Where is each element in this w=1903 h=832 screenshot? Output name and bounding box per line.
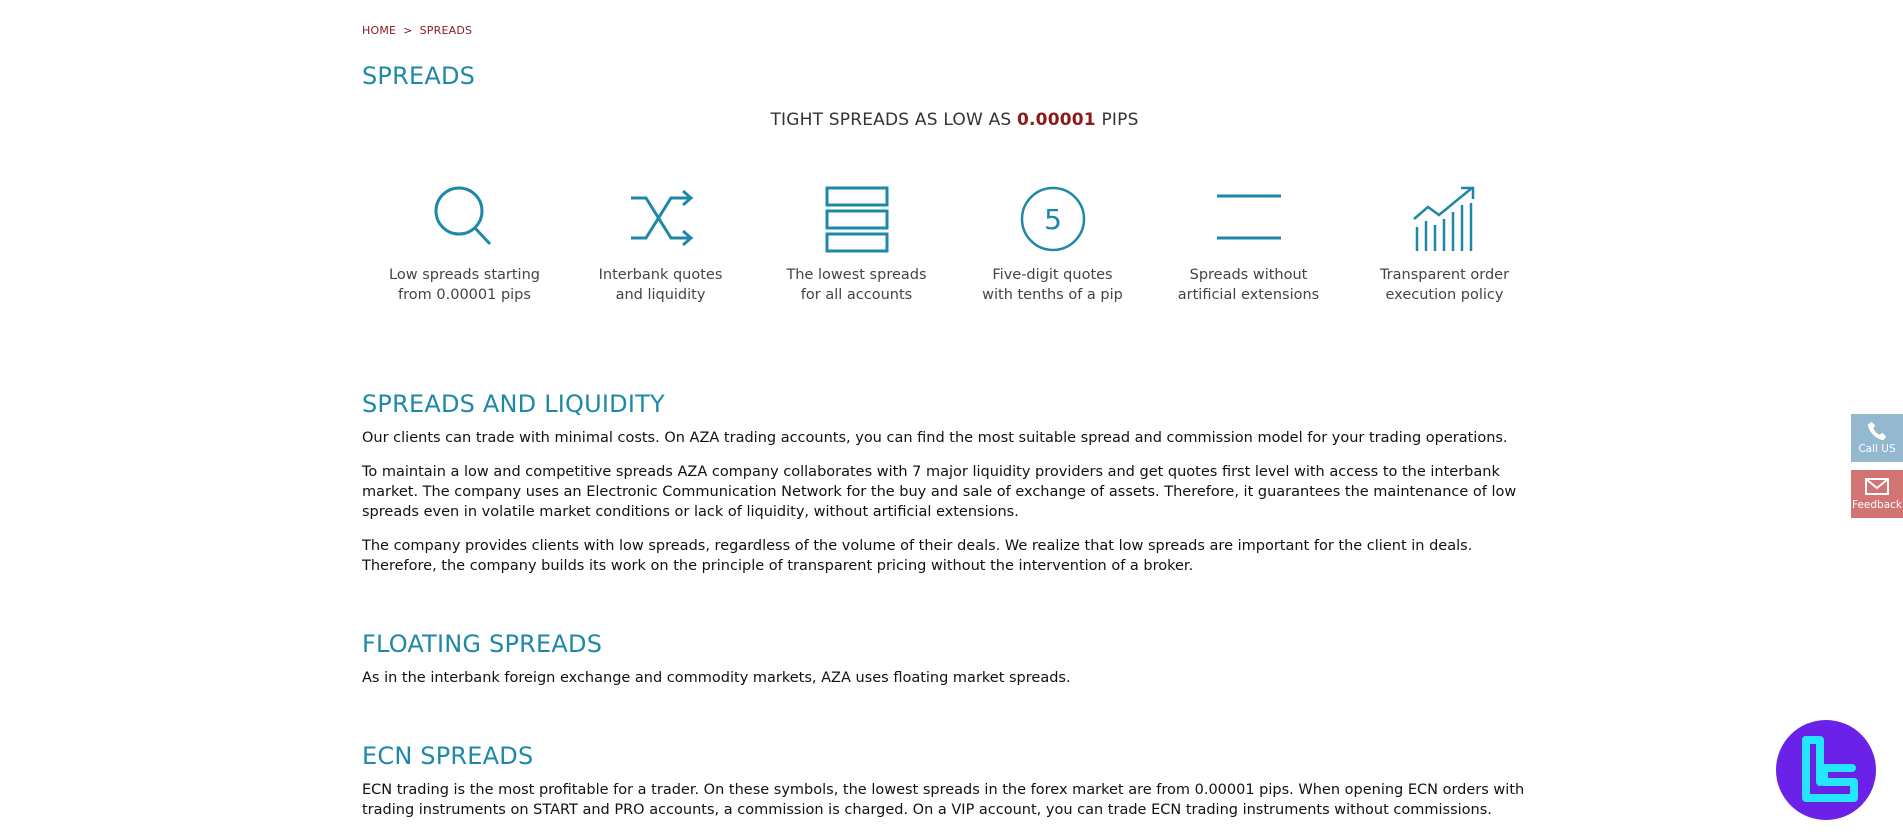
- feature-five-digit: [955, 183, 1151, 305]
- breadcrumb-home-link[interactable]: HOME: [362, 24, 397, 37]
- tagline-value: 0.00001: [1017, 110, 1096, 130]
- feedback-button[interactable]: [1851, 470, 1903, 518]
- tagline: [362, 110, 1547, 130]
- call-us-button[interactable]: [1851, 414, 1903, 462]
- breadcrumb-current: SPREADS: [419, 24, 473, 37]
- phone-icon: [1866, 420, 1888, 442]
- floating-paragraph: As in the interbank foreign exchange and commodity markets, AZA uses floating market spreads.: [362, 670, 1071, 686]
- tagline-suffix: PIPS: [1095, 110, 1139, 130]
- tagline-prefix: TIGHT SPREADS AS LOW AS: [770, 110, 1017, 130]
- feature-label: Transparent order execution policy: [1379, 267, 1510, 303]
- mail-icon: [1864, 476, 1890, 498]
- breadcrumb-separator: >: [403, 24, 413, 37]
- feature-all-accounts: [759, 183, 955, 305]
- section-title-liquidity: SPREADS AND LIQUIDITY: [362, 390, 665, 418]
- growth-chart-icon: [1406, 183, 1484, 255]
- shuffle-icon: [622, 183, 700, 255]
- feature-low-spreads: [367, 183, 563, 305]
- stack-icon: [818, 183, 896, 255]
- liquidity-paragraph-2: To maintain a low and competitive spreads AZA company collaborates with 7 major liquidity providers and get quotes first level with access to the interbank market. The company uses an Electronic Communication Network for the buy and sale of exchange of assets. Therefore, it guarantees the maintenance of low spreads even in volatile market conditions or lack of liquidity, without artificial extensions.: [362, 464, 1517, 520]
- call-us-label: Call US: [1858, 443, 1896, 455]
- watermark-logo: [1776, 720, 1876, 820]
- section-title-floating: FLOATING SPREADS: [362, 630, 603, 658]
- logo-mark-icon: [1776, 720, 1876, 820]
- number-five-icon: [1014, 183, 1092, 255]
- search-icon: [426, 183, 504, 255]
- feature-interbank: [563, 183, 759, 305]
- section-title-ecn: ECN SPREADS: [362, 742, 534, 770]
- feature-label: Spreads without artificial extensions: [1177, 267, 1320, 303]
- features-row: [362, 183, 1547, 305]
- feature-label: Interbank quotes and liquidity: [598, 267, 723, 303]
- feature-label: Low spreads starting from 0.00001 pips: [389, 267, 540, 303]
- liquidity-paragraph-1: Our clients can trade with minimal costs. On AZA trading accounts, you can find the most suitable spread and commission model for your trading operations.: [362, 430, 1508, 446]
- liquidity-paragraph-3: The company provides clients with low spreads, regardless of the volume of their deals. We realize that low spreads are important for the client in deals. Therefore, the company builds its work on the principle of transparent pricing without the intervention of a broker.: [362, 538, 1473, 574]
- feature-transparent-policy: [1347, 183, 1543, 305]
- number-five-glyph: 5: [1043, 203, 1062, 236]
- breadcrumb: [362, 24, 472, 37]
- feature-no-extensions: [1151, 183, 1347, 305]
- feedback-label: Feedback: [1851, 499, 1902, 511]
- equal-lines-icon: [1210, 183, 1288, 255]
- ecn-paragraph: ECN trading is the most profitable for a trader. On these symbols, the lowest spreads in the forex market are from 0.00001 pips. When opening ECN orders with trading instruments on START and PRO accounts, a commission is charged. On a VIP account, you can trade ECN trading instruments without commissions.: [362, 782, 1525, 818]
- feature-label: Five-digit quotes with tenths of a pip: [982, 267, 1123, 303]
- page-title: SPREADS: [362, 62, 476, 90]
- feature-label: The lowest spreads for all accounts: [786, 267, 927, 303]
